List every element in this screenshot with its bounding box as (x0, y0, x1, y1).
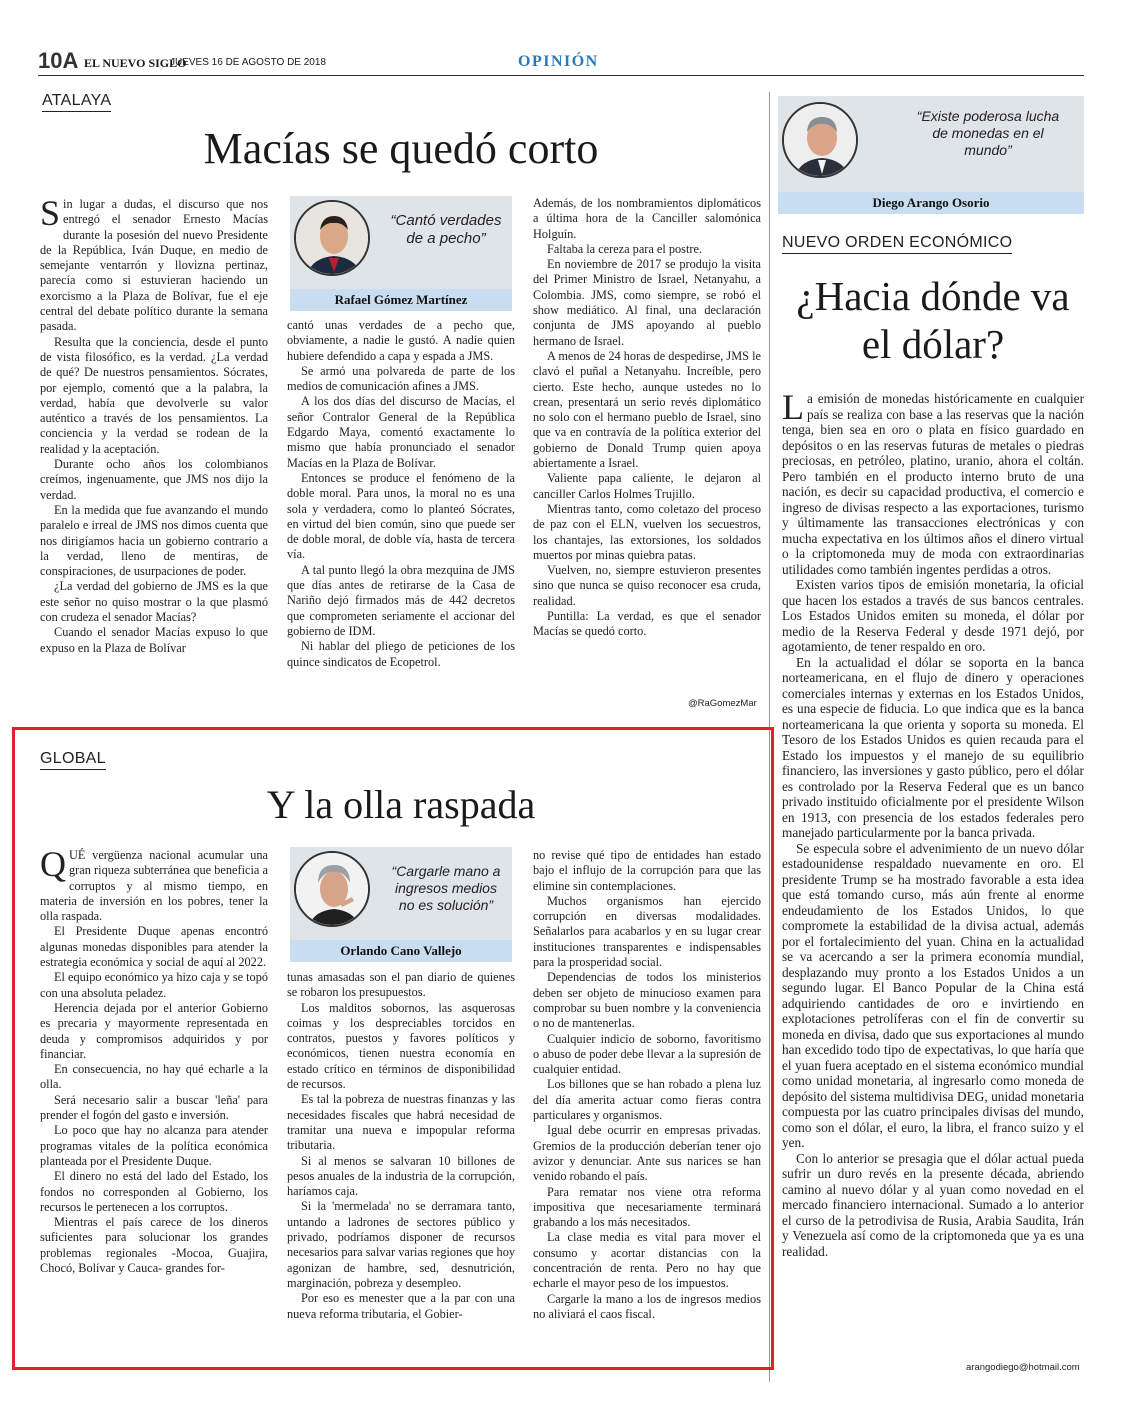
paragraph-text: a emisión de monedas históricamente en cualquier país se realiza con base a las reservas que la nación tenga, bien sea en oro o plata en físico guardado en depósitos o en las reservas futuras de metales o piedras preciosas, en petróleo, platino, uranio, ahora el coltán. Pero también en el producto interno bruto de una nación, es decir su capacidad productiva, el comercio e ingreso de divisas respecto a las exportaciones, turismo y últimamente las transacciones electrónicas y con mucha expectativa en los últimos años el dinero virtual o la criptomoneda muy de moda con extraordinarias utilidades como también ingentes perdidas a otros. (782, 391, 1084, 577)
paragraph-text: En la actualidad el dólar se soporta en la banca norteamericana, en el flujo de dinero y operaciones comerciales internas y externas en los Estados Unidos, es una especie de fiducia. Lo que indica que es la banca norteamericana la que orienta y soporta su moneda. El Tesoro de los Estados Unidos es quien recauda para el Estado los impuestos y el manejo de su equilibrio financiero, las inversiones y gasto público, pero el dólar es controlado por la Reserva Federal que es un banco privado instituido oficialmente por el presidente Wilson en 1913, con presencia de los estados federales pero manejado particularmente por la banca privada. (782, 654, 1084, 840)
paragraph-text: Con lo anterior se presagia que el dólar actual pueda sufrir un duro revés en la presente década, abriendo camino al nuevo dólar y al yuan como novedad en el mercado financiero internacional. Sumado a lo anterior el curso de la petrodivisa de Rusia, Arabia Saudita, Irán y Venezuela así como de la criptomoneda que ya es una realidad. (782, 1150, 1084, 1259)
drop-cap: L (782, 391, 804, 427)
atalaya-kicker: ATALAYA (42, 92, 111, 112)
paragraph-text: Muchos organismos han ejercido corrupción en diversas modalidades. Señalarlos para acabarlos y en su lugar crear instituciones transparentes e indispensables para la prosperidad social. (533, 893, 761, 970)
paragraph (533, 1077, 761, 1123)
global-quote-box (290, 847, 512, 962)
paragraph-text: Los billones que se han robado a plena luz del día amerita actuar como fieras contra particulares y organismos. (533, 1077, 761, 1123)
paragraph-text: Además, de los nombramientos diplomáticos a última hora de la Canciller salomónica Holguín. (533, 196, 761, 241)
paragraph (533, 242, 761, 257)
paragraph-text: Será necesario salir a buscar 'leña' para prender el fogón del gasto e inversión. (40, 1092, 268, 1123)
newspaper-name: EL NUEVO SIGLO (84, 56, 187, 70)
paragraph (40, 1123, 268, 1169)
dolar-author: Diego Arango Osorio (778, 192, 1084, 214)
paragraph (782, 1151, 1084, 1260)
dolar-author-email: arangodiego@hotmail.com (966, 1362, 1080, 1373)
paragraph (533, 349, 761, 471)
paragraph-text: Si al menos se salvaran 10 billones de pesos anuales de la industria de la corrupción, haríamos caja. (287, 1153, 515, 1199)
paragraph-text: A menos de 24 horas de despedirse, JMS le clavó el puñal a Netanyahu. Increíble, pero cierto. Este hecho, aunque ustedes no lo crean, presentará un serio revés diplomático no solo con el hermano pueblo de Israel, sino que va en contravía de la política exterior del gobierno de Donald Trump quien apoya abiertamente a Israel. (533, 348, 761, 471)
paragraph-text: A tal punto llegó la obra mezquina de JMS que días antes de retirarse de la Casa de Nariño dejó firmados más de 442 decretos que comprometen seriamente el accionar del gobierno de IDM. (287, 562, 515, 638)
paragraph-text: Para rematar nos viene otra reforma impositiva que necesariamente terminará grabando a los más necesitados. (533, 1184, 761, 1230)
paragraph (782, 391, 1084, 577)
paragraph (40, 1093, 268, 1124)
paragraph-text: Durante ocho años los colombianos creímos, ingenuamente, que JMS nos dijo la verdad. (40, 457, 268, 502)
paragraph-text: cantó unas verdades de a pecho que, obviamente, a nadie le gustó. A nadie quien hubiere defendido a capa y espada a JMS. (287, 318, 515, 363)
paragraph-text: Es tal la pobreza de nuestras finanzas y las necesidades fiscales que habrá necesidad de tramitar una nueva e impopular reforma tributaria. (287, 1092, 515, 1153)
global-quote: “Cargarle mano a ingresos medios no es solución” (391, 863, 501, 913)
paragraph (782, 841, 1084, 1151)
paragraph (40, 970, 268, 1001)
paragraph (40, 197, 268, 335)
paragraph (287, 1001, 515, 1093)
paragraph-text: El Presidente Duque apenas encontró algunas monedas disponibles para atender la estrategia económica y social de aquí al 2022. (40, 924, 268, 970)
dolar-headline-line-2: el dólar? (861, 321, 1005, 367)
paragraph-text: Se armó una polvareda de parte de los medios de comunicación afines a JMS. (287, 363, 515, 394)
dolar-headline-line-1: ¿Hacia dónde va (796, 273, 1070, 319)
global-column-2 (287, 970, 515, 1354)
paragraph-text: Se especula sobre el advenimiento de un nuevo dólar estadounidense respaldado nuevamente en oro. El presidente Trump se ha mostrado favorable a esta idea que está tomando curso, más aún frente al enorme endeudamiento de los Estados Unidos, lo que compromete la estabilidad de la divisa actual, además por el fortalecimiento del yuan. China en la actualidad se va acercando a ser la primera economía mundial, desplazando muy pronto a los Estados Unidos a un segundo lugar. El Banco Popular de la China está adquiriendo cantidades de oro e invirtiendo en explotaciones petrolíferas con el fin de convertir su moneda en divisa, dado que sus exportaciones al mundo han excedido todo tipo de expectativas, lo que haría que el yuan fuera aceptado en el sistema económico mundial como unidad monetaria, al ingresarlo como moneda de depósito del sistema multidivisa DEG, unidad monetaria compuesta por las cuatro principales divisas del mundo, como son el dólar, el euro, la libra, el franco suizo y el yen. (782, 840, 1084, 1150)
paragraph-text: En consecuencia, no hay qué echarle a la olla. (40, 1062, 268, 1092)
paragraph-text: Vuelven, no, siempre estuvieron presentes sino que nunca se quiso reconocer esa cruda, realidad. (533, 563, 761, 608)
paragraph-text: Si la 'mermelada' no se derramara tanto, untando a ladrones de sectores público y privado, podríamos disponer de recursos necesarios para salvar varias regiones que hoy agonizan de hambre, sed, desnutrición, marginación, pobreza y desempleo. (287, 1199, 515, 1290)
paragraph-text: ¿La verdad del gobierno de JMS es la que este señor no quiso mostrar o la que plasmó con crudeza el senador Macías? (40, 579, 268, 625)
atalaya-quote: “Cantó verdades de a pecho” (390, 212, 502, 247)
paragraph-text: Entonces se produce el fenómeno de la doble moral. Para unos, la moral no es una sola y verdadera, como lo planteó Sócrates, en virtud del bien común, sino que puede ser de doble moral, de doble vía, hasta de tercera vía. (287, 470, 515, 562)
paragraph (40, 1169, 268, 1215)
paragraph (533, 848, 761, 894)
paragraph (287, 970, 515, 1001)
atalaya-quote-box (290, 196, 512, 311)
section-title: OPINIÓN (518, 53, 599, 70)
paragraph (40, 503, 268, 579)
atalaya-column-2 (287, 318, 515, 710)
paragraph-text: Faltaba la cereza para el postre. (547, 241, 702, 256)
paragraph (287, 639, 515, 670)
paragraph-text: El dinero no está del lado del Estado, los fondos no corresponden al Gobierno, los recursos le pertenecen a los corruptos. (40, 1169, 268, 1214)
paragraph-text: Herencia dejada por el anterior Gobierno es precaria y mayormente representada en deuda y compromisos adquiridos y por financiar. (40, 1000, 268, 1061)
paragraph (533, 563, 761, 609)
paragraph (287, 364, 515, 395)
author-photo-rafael (294, 200, 370, 276)
paragraph-text: UÉ vergüenza nacional acumular una gran riqueza subterránea que beneficia a corruptos y al mismo tiempo, en materia de inversión en los pobres, tener la olla raspada. (40, 848, 268, 924)
paragraph-text: Lo poco que hay no alcanza para atender programas vitales de la política económica planteada por el Presidente Duque. (40, 1123, 268, 1168)
paragraph (533, 471, 761, 502)
page-number: 10A (38, 48, 79, 73)
paragraph (40, 625, 268, 656)
paragraph (40, 1062, 268, 1093)
atalaya-headline: Macías se quedó corto (203, 124, 599, 173)
paragraph-text: Resulta que la conciencia, desde el punto de vista filosófico, es la verdad. ¿La verdad de qué? De nuestros pensamientos. Sócrates, por ejemplo, comentó que a la palabra, la verdad, había que devolverle su valor auténtico a través de los pensamientos. La conciencia y la verdad se rodean de la realidad y la aceptación. (40, 334, 268, 456)
paragraph-text: Cargarle la mano a los de ingresos medios no aliviará el caos fiscal. (533, 1291, 761, 1321)
paragraph (533, 1185, 761, 1231)
global-kicker: GLOBAL (40, 750, 106, 770)
paragraph-text: Valiente papa caliente, le dejaron al canciller Carlos Holmes Trujillo. (533, 471, 761, 501)
paragraph (40, 848, 268, 924)
paragraph (782, 655, 1084, 841)
author-photo-orlando (294, 851, 370, 927)
atalaya-column-3 (533, 196, 761, 696)
paragraph-text: Mientras tanto, como coletazo del proceso de paz con el ELN, vuelven los secuestros, los chantajes, las extorsiones, los soldados muertos por minas quiebra patas. (533, 501, 761, 562)
paragraph (40, 579, 268, 625)
drop-cap: S (40, 197, 61, 233)
paragraph-text: Ni hablar del pliego de peticiones de los quince sindicatos de Ecopetrol. (287, 639, 515, 669)
paragraph (40, 457, 268, 503)
paragraph (287, 318, 515, 364)
global-column-3 (533, 848, 761, 1354)
paragraph-text: Cuando el senador Macías expuso lo que expuso en la Plaza de Bolívar (40, 625, 268, 655)
dolar-quote: “Existe poderosa lucha de monedas en el mundo” (916, 108, 1060, 158)
paragraph (40, 1215, 268, 1276)
paragraph-text: El equipo económico ya hizo caja y se topó con una absoluta peladez. (40, 970, 268, 1000)
paragraph (287, 1291, 515, 1322)
paragraph (40, 1001, 268, 1062)
paragraph-text: Dependencias de todos los ministerios deben ser objeto de minucioso examen para comprobar su buen nombre y la conveniencia o no de mantenerlas. (533, 970, 761, 1031)
dolar-kicker: NUEVO ORDEN ECONÓMICO (782, 234, 1012, 254)
paragraph (533, 609, 761, 640)
paragraph-text: Cualquier indicio de soborno, favoritismo o abuso de poder debe llevar a la supresión de cualquier entidad. (533, 1031, 761, 1077)
atalaya-author: Rafael Gómez Martínez (290, 289, 512, 311)
paragraph (533, 1292, 761, 1323)
global-column-1 (40, 848, 268, 1354)
drop-cap: Q (40, 848, 66, 884)
paragraph-text: Por eso es menester que a la par con una nueva reforma tributaria, el Gobier- (287, 1291, 515, 1321)
paragraph (287, 394, 515, 470)
global-author: Orlando Cano Vallejo (290, 940, 512, 962)
paragraph (533, 970, 761, 1031)
paragraph-text: En noviembre de 2017 se produjo la visita del Primer Ministro de Israel, Netanyahu, a Colombia. JMS, como siempre, se robó el show mediático. Al final, una declaración conjunta de JMS apoyando al pueblo hermano de Israel. (533, 257, 761, 348)
page-header (38, 50, 1084, 76)
paragraph (533, 1032, 761, 1078)
paragraph-text: En la medida que fue avanzando el mundo paralelo e irreal de JMS nos dimos cuenta que nos dirigíamos hacia un gobierno contrario a la verdad, lleno de mentiras, de conspiraciones, de usurpaciones de poder. (40, 502, 268, 579)
paragraph (287, 1154, 515, 1200)
paragraph-text: Mientras el país carece de los dineros suficientes para solucionar los grandes problemas regionales -Mocoa, Guajira, Chocó, Bolívar y Cauca- grandes for- (40, 1215, 268, 1276)
paragraph (533, 502, 761, 563)
dolar-headline (778, 272, 1088, 368)
paragraph (782, 577, 1084, 655)
global-headline: Y la olla raspada (266, 782, 536, 827)
paragraph (287, 1092, 515, 1153)
paragraph-text: Existen varios tipos de emisión monetaria, la oficial que hacen los estados a través de sus bancos centrales. Los Estados Unidos emiten su moneda, el dólar por medio de la Reserva Federal y desde 1971 dejó, por agotamiento, de tener respaldo en oro. (782, 577, 1084, 654)
atalaya-author-handle: @RaGomezMar (688, 698, 757, 709)
author-photo-diego (782, 102, 858, 178)
paragraph (533, 894, 761, 970)
paragraph-text: Puntilla: La verdad, es que el senador Macías se quedó corto. (533, 609, 761, 639)
paragraph (287, 1199, 515, 1291)
paragraph (533, 257, 761, 349)
paragraph-text: La clase media es vital para mover el consumo y acortar distancias con la concentración de renta. Pero no hay que echarle el mayor peso de los impuestos. (533, 1230, 761, 1291)
paragraph (287, 563, 515, 639)
paragraph (40, 335, 268, 457)
paragraph-text: in lugar a dudas, el discurso que nos entregó el senador Ernesto Macías durante la posesión del nuevo Presidente de la República, Iván Duque, en medio de semejante ventarrón y llovizna pertinaz, parecía como si estuvieran haciendo un exorcismo a la Plaza de Bolívar, fue el eje central del debate político durante la semana pasada. (40, 197, 268, 334)
paragraph-text: tunas amasadas son el pan diario de quienes se robaron los presupuestos. (287, 970, 515, 1000)
dolar-quote-box (778, 96, 1084, 214)
dolar-column (782, 391, 1084, 1359)
paragraph (533, 196, 761, 242)
paragraph (533, 1230, 761, 1291)
paragraph-text: A los dos días del discurso de Macías, el señor Contralor General de la República Edgardo Maya, comentó exactamente lo mismo que había pronunciado el senador Macías en la Plaza de Bolívar. (287, 394, 515, 470)
paragraph (287, 471, 515, 563)
paragraph-text: Igual debe ocurrir en empresas privadas. Gremios de la producción deberían tener ojo avizor y denunciar. Ante sus narices se han venido robando el país. (533, 1123, 761, 1184)
paragraph-text: no revise qué tipo de entidades han estado bajo el influjo de la corrupción para que las elimine sin contemplaciones. (533, 848, 761, 893)
atalaya-column-1 (40, 197, 268, 710)
issue-date: JUEVES 16 DE AGOSTO DE 2018 (170, 57, 326, 68)
paragraph-text: Los malditos sobornos, las asquerosas coimas y los despreciables torcidos en contratos, puestos y favores políticos y económicos, tienen nuestra economía en estado crítico en términos de disponibilidad de recursos. (287, 1000, 515, 1092)
paragraph (533, 1123, 761, 1184)
paragraph (40, 924, 268, 970)
